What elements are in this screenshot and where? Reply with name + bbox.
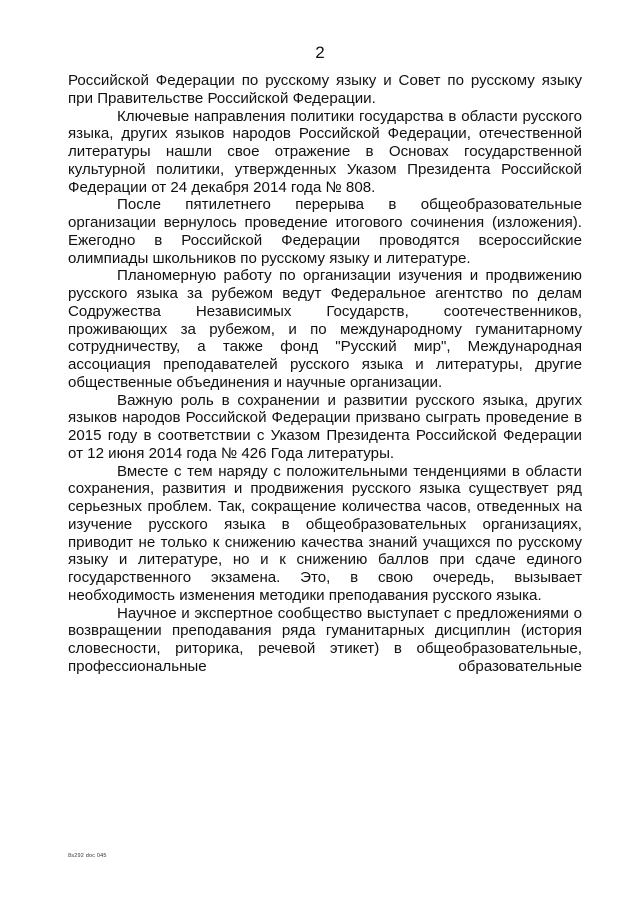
paragraph-policy-directions: Ключевые направления политики государства в области русского языка, других языков народов Российской Федерации, отечественной литературы нашли свое отражение в Основах государственной культурной политики, утвержденных Указом Президента Российской Федерации от 24 декабря 2014 года № 808.	[68, 107, 582, 196]
paragraph-promotion-abroad: Планомерную работу по организации изучения и продвижению русского языка за рубежом ведут Федеральное агентство по делам Содружества Независимых Государств, соотечественников, проживающих за рубежом, и по международному гуманитарному сотрудничеству, а также фонд "Русский мир", Международная ассоциация преподавателей русского языка и литературы, другие общественные объединения и научные организации.	[68, 267, 582, 391]
paragraph-expert-community: Научное и экспертное сообщество выступает с предложениями о возвращении преподавания ряда гуманитарных дисциплин (история словесности, риторика, речевой этикет) в общеобразовательные, профессиональные образовательные	[68, 604, 582, 675]
paragraph-final-essay: После пятилетнего перерыва в общеобразовательные организации вернулось проведение итогового сочинения (изложения). Ежегодно в Российской Федерации проводятся всероссийские олимпиады школьников по русскому языку и литературе.	[68, 196, 582, 267]
page-number: 2	[315, 43, 325, 62]
document-body	[68, 72, 582, 676]
footer-document-code: 8s292 doc 045	[68, 853, 107, 859]
paragraph-year-of-literature: Важную роль в сохранении и развитии русского языка, других языков народов Российской Федерации призвано сыграть проведение в 2015 году в соответствии с Указом Президента Российской Федерации от 12 июня 2014 года № 426 Года литературы.	[68, 391, 582, 462]
paragraph-continuation: Российской Федерации по русскому языку и Совет по русскому языку при Правительстве Российской Федерации.	[68, 72, 582, 107]
paragraph-problems: Вместе с тем наряду с положительными тенденциями в области сохранения, развития и продвижения русского языка существует ряд серьезных проблем. Так, сокращение количества часов, отведенных на изучение русского языка в общеобразовательных организациях, приводит не только к снижению качества знаний учащихся по русскому языку и литературе, но и к снижению баллов при сдаче единого государственного экзамена. Это, в свою очередь, вызывает необходимость изменения методики преподавания русского языка.	[68, 462, 582, 604]
